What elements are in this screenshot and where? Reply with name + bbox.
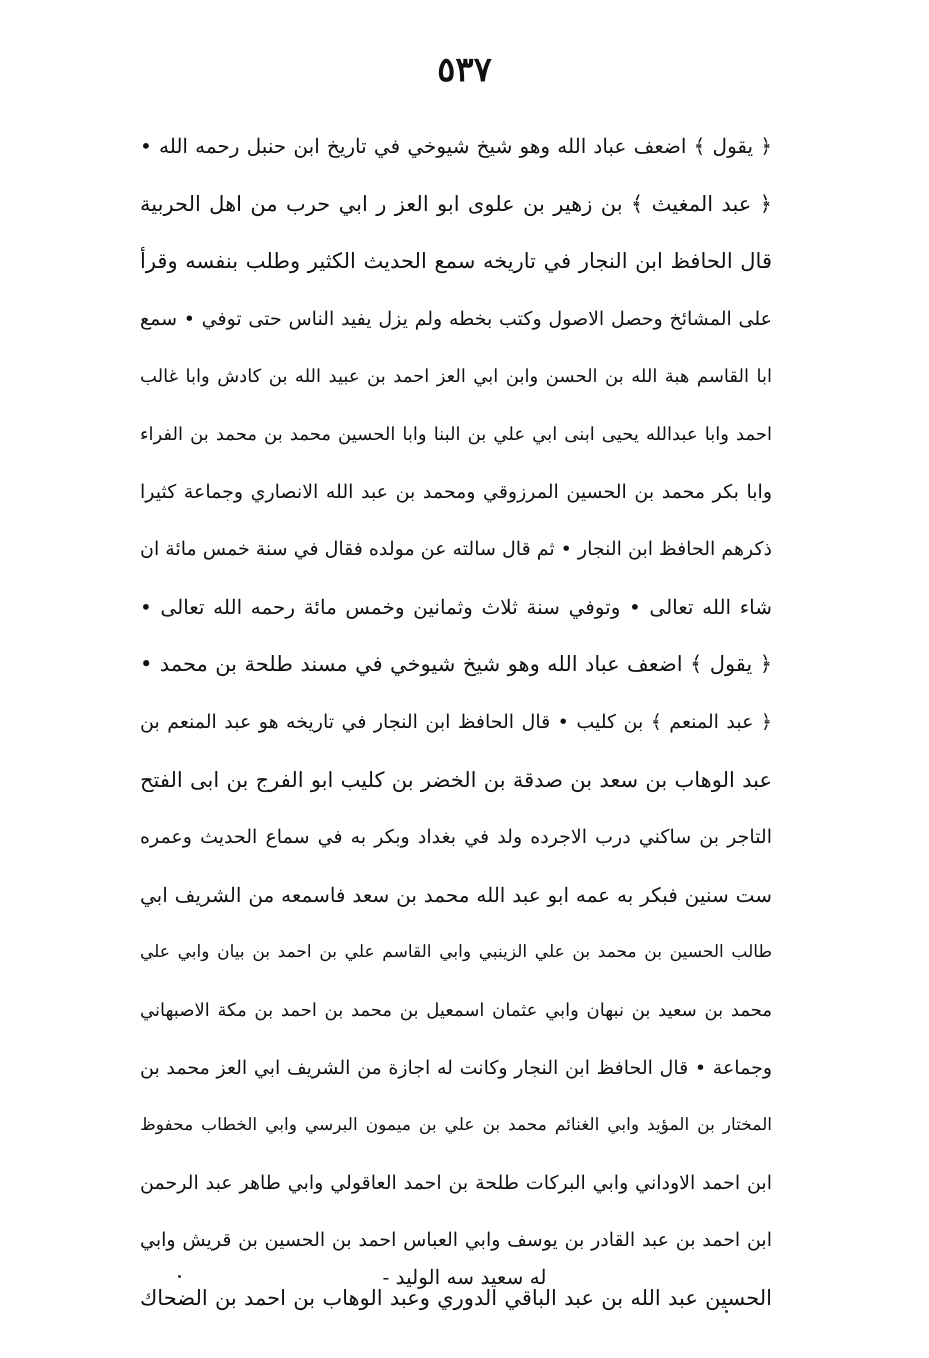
text-line: ﴿ يقول ﴾ اضعف عباد الله وهو شيخ شيوخي في تاريخ ابن حنبل رحمه الله • (140, 134, 772, 158)
text-line: ابا القاسم هبة الله بن الحسن وابن ابي العز احمد بن عبيد الله بن كادش وابا غالب (140, 366, 772, 388)
text-line: ذكرهم الحافظ ابن النجار • ثم قال سالته عن مولده فقال في سنة خمس مائة ان (140, 538, 772, 561)
text-line: على المشائخ وحصل الاصول وكتب بخطه ولم يزل يفيد الناس حتى توفي • سمع (140, 307, 772, 330)
text-line: ﴿ عبد المغيث ﴾ بن زهير بن علوى ابو العز ر ابي حرب من اهل الحربية (140, 191, 772, 216)
text-line: قال الحافظ ابن النجار في تاريخه سمع الحديث الكثير وطلب بنفسه وقرأ (140, 249, 772, 274)
text-line: وابا بكر محمد بن الحسين المرزوقي ومحمد بن عبد الله الانصاري وجماعة كثيرا (140, 480, 772, 503)
footnote: له سعيد سه الوليد - (382, 1265, 547, 1289)
text-line: الحسين عبد الله بن عبد الباقي الدوري وعبد الوهاب بن احمد بن الضحاك (140, 1285, 772, 1310)
text-line: وجماعة • قال الحافظ ابن النجار وكانت له اجازة من الشريف ابي العز محمد بن (140, 1056, 772, 1079)
text-line: ﴿ يقول ﴾ اضعف عباد الله وهو شيخ شيوخي في مسند طلحة بن محمد • (140, 652, 772, 677)
text-line: احمد وابا عبدالله يحيى ابنى ابي علي بن البنا وابا الحسين محمد بن محمد بن الفراء (140, 423, 772, 445)
text-line: ﴿ عبد المنعم ﴾ بن كليب • قال الحافظ ابن النجار في تاريخه هو عبد المنعم بن (140, 710, 772, 733)
text-line: التاجر بن ساكني درب الاجرده ولد في بغداد وبكر به في سماع الحديث وعمره (140, 826, 772, 849)
text-line: ابن احمد بن عبد القادر بن يوسف وابي العباس احمد بن الحسين بن قريش وابي (140, 1229, 772, 1252)
body-text (140, 118, 772, 1327)
scan-speck (178, 1275, 181, 1278)
text-line: طالب الحسين بن محمد بن علي الزينبي وابي القاسم علي بن احمد بن بيان وابي علي (140, 942, 772, 963)
text-line: ابن احمد الاوداني وابي البركات طلحة بن احمد العاقولي وابي طاهر عبد الرحمن (140, 1171, 772, 1194)
scan-speck (725, 1310, 728, 1313)
text-line: ست سنين فبكر به عمه ابو عبد الله محمد بن سعد فاسمعه من الشريف ابي (140, 882, 772, 907)
page-number: ٥٣٧ (437, 50, 492, 90)
text-line: شاء الله تعالى • وتوفي سنة ثلاث وثمانين وخمس مائة رحمه الله تعالى • (140, 594, 772, 619)
text-line: المختار بن المؤيد وابي الغنائم محمد بن علي بن ميمون البرسي وابي الخطاب محفوظ (140, 1115, 772, 1136)
text-line: محمد بن سعيد بن نبهان وابي عثمان اسمعيل بن محمد بن احمد بن مكة الاصبهاني (140, 999, 772, 1021)
text-line: عبد الوهاب بن سعد بن صدقة بن الخضر بن كليب ابو الفرج بن ابى الفتح (140, 767, 772, 792)
